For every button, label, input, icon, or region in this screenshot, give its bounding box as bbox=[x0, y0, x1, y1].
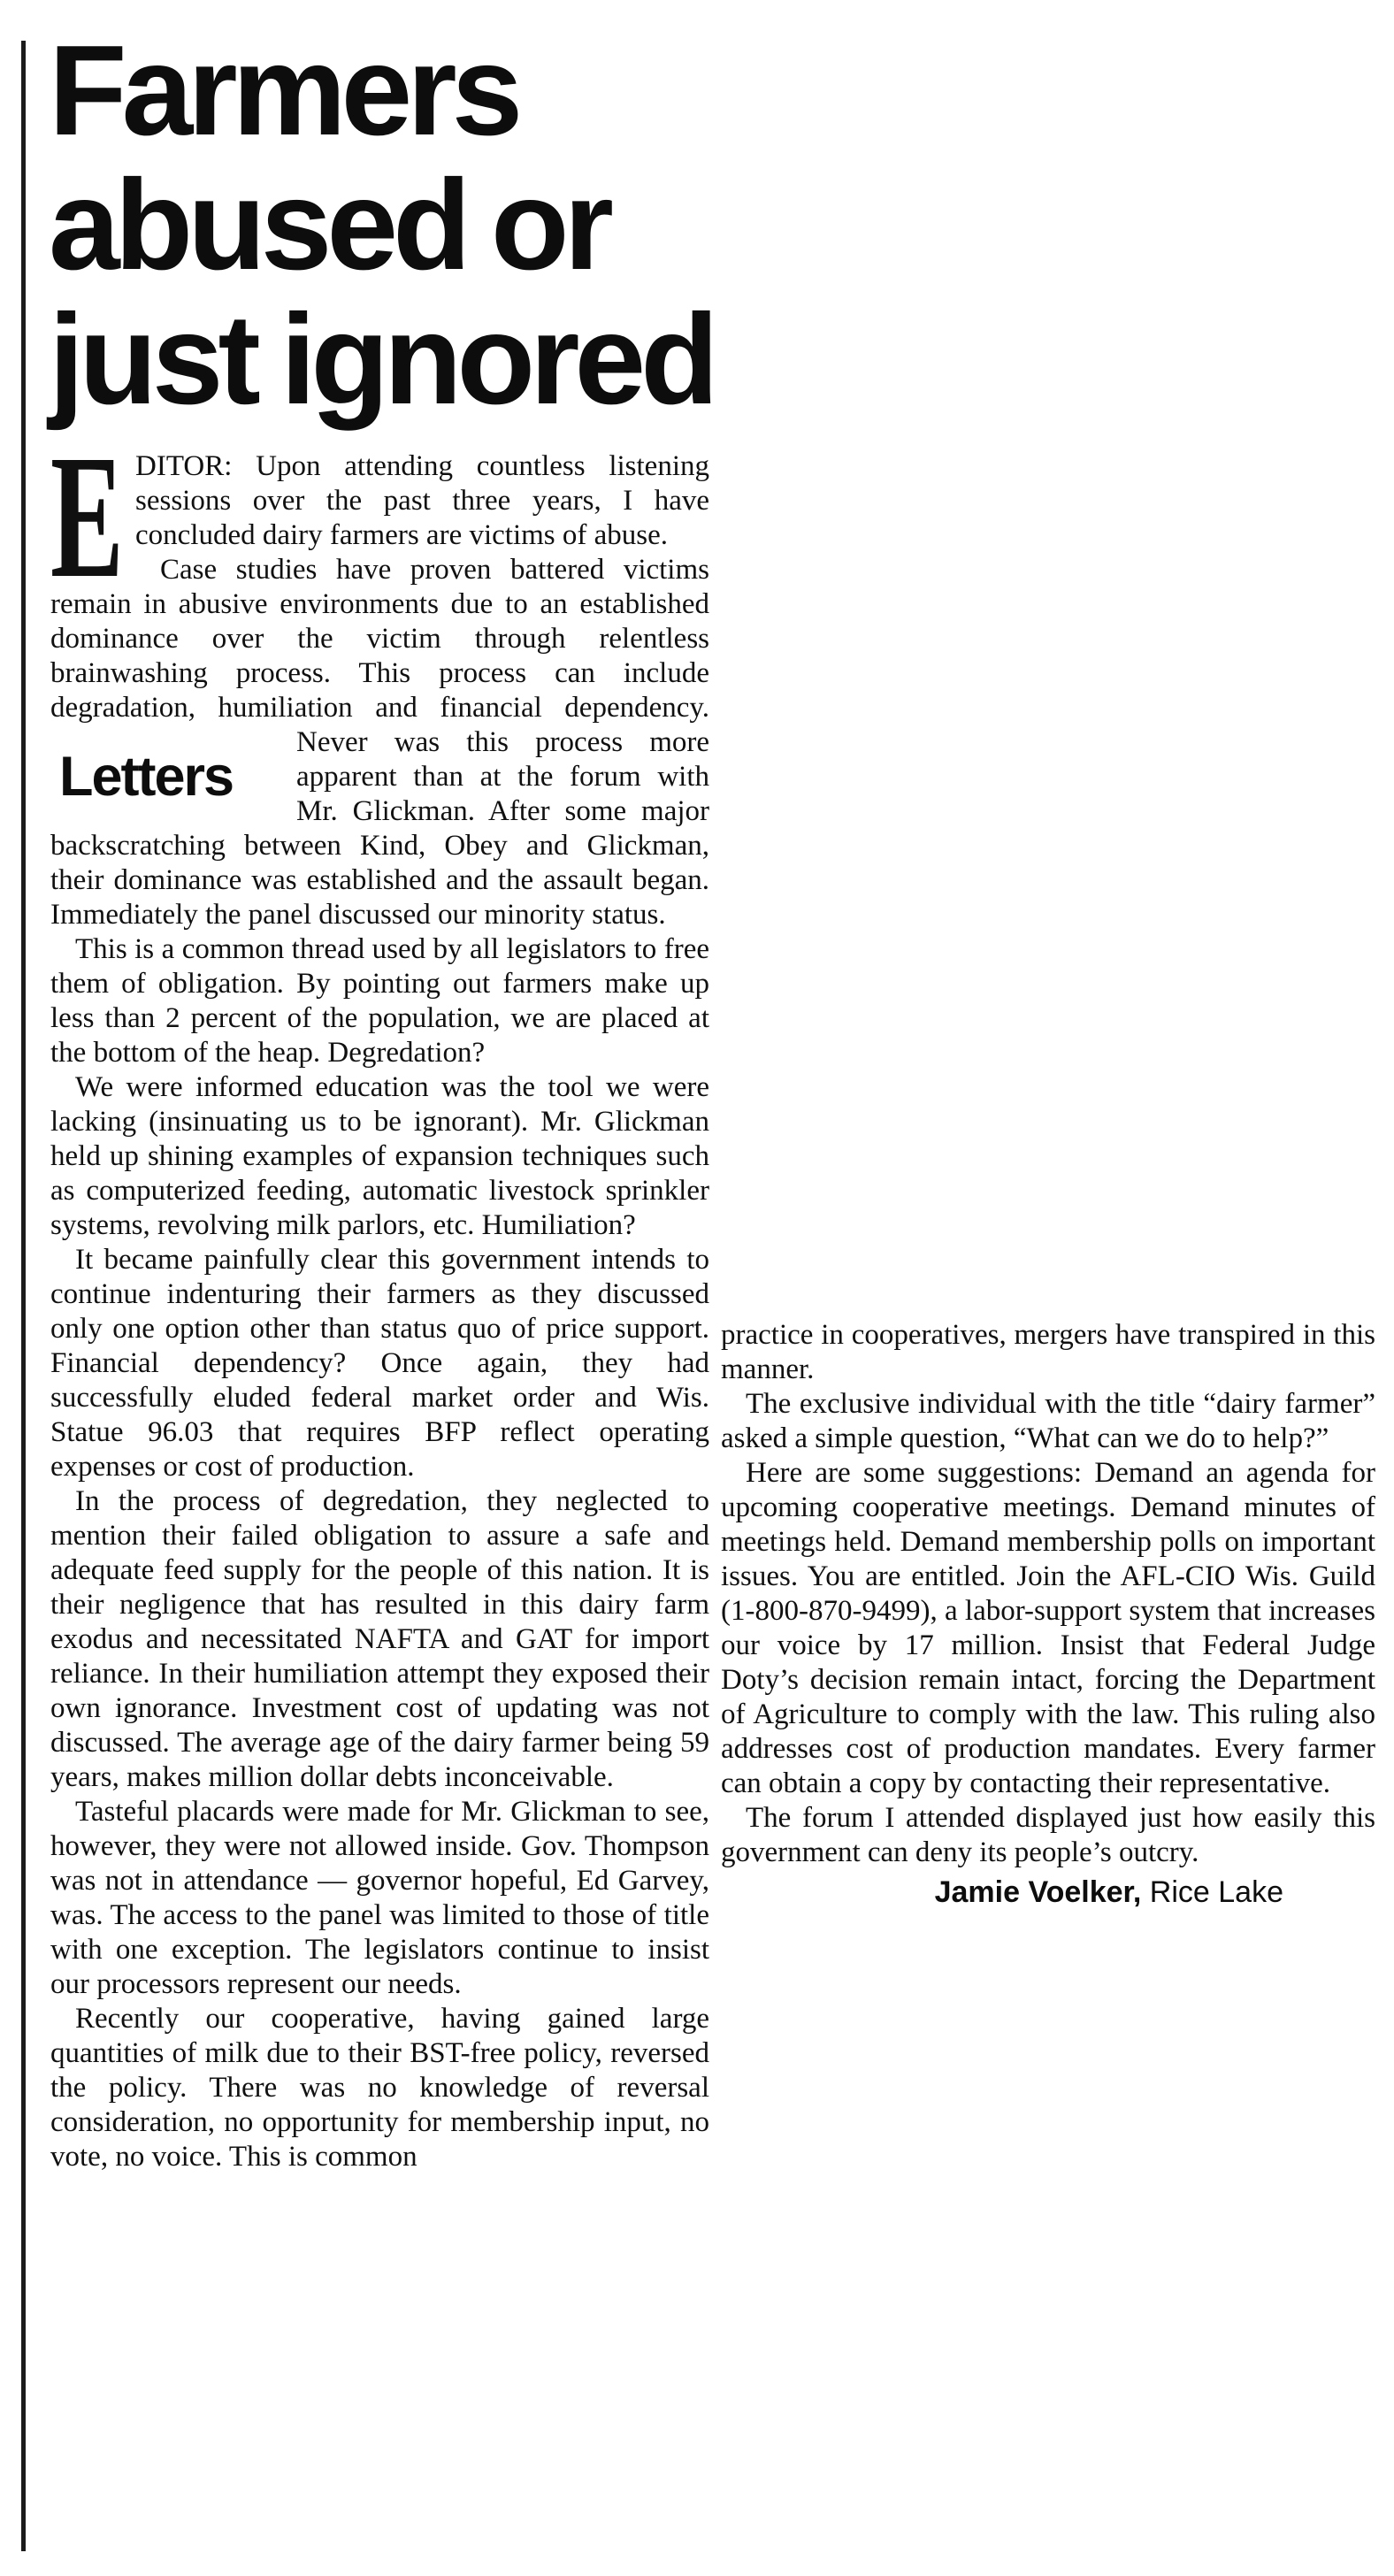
headline bbox=[49, 19, 739, 431]
signature-location: Rice Lake bbox=[1141, 1875, 1283, 1909]
paragraph-text: Case studies have proven battered victims remain in abusive environments due to an established dominance over the victim through relentless brainwashing process. This process can include degradation, humiliation and financial dependency. Never was this process more bbox=[50, 554, 709, 758]
headline-line-1: Farmers bbox=[49, 19, 518, 162]
headline-line-2: abused or bbox=[49, 153, 609, 296]
paragraph-cooperative: Recently our cooperative, having gained large quantities of milk due to their BST-free policy, reversed the policy. There was no knowledge of reversal consideration, no opportunity for membership input, no vote, no voice. This is common bbox=[50, 2003, 709, 2173]
paragraph-placards: Tasteful placards were made for Mr. Glickman to see, however, they were not allowed inside. Gov. Thompson was not in attendance — governor hopeful, Ed Garvey, was. The access to the panel was limited to those of title with one exception. The legislators continue to insist our processors represent our needs. bbox=[50, 1796, 709, 2000]
paragraph-practice-continuation: practice in cooperatives, mergers have transpired in this manner. bbox=[721, 1319, 1375, 1385]
left-column bbox=[50, 419, 709, 2174]
letters-label: Letters bbox=[59, 745, 234, 808]
signature-name: Jamie Voelker, bbox=[934, 1875, 1142, 1909]
paragraph-painfully-clear: It became painfully clear this government intends to continue indenturing their farmers as they discussed only one option other than status quo of price support. Financial dependency? Once again, they had successfully eluded federal market order and Wis. Statue 96.03 that requires BFP reflect operating expenses or cost of production. bbox=[50, 1244, 709, 1483]
headline-line-3: just ignored bbox=[49, 288, 714, 431]
paragraph-text: apparent than at the forum with Mr. Glickman. After some major backscratching between Kind, Obey and Glickman, their dominance was established and the assault began. Immediately the panel discussed our minority status. bbox=[50, 761, 709, 931]
paragraph-editor-intro bbox=[50, 419, 709, 615]
right-column bbox=[721, 1318, 1375, 1910]
paragraph-case-studies bbox=[50, 553, 709, 932]
letters-section-heading bbox=[50, 727, 273, 826]
paragraph-forum-conclusion: The forum I attended displayed just how easily this government can deny its people’s outcry. bbox=[721, 1802, 1375, 1868]
column-rule bbox=[21, 41, 26, 2551]
paragraph-text: DITOR: Upon attending countless listening sessions over the past three years, I have concluded dairy farmers are victims of abuse. bbox=[135, 450, 709, 551]
letter-signature bbox=[721, 1874, 1375, 1910]
paragraph-exclusive-individual: The exclusive individual with the title “dairy farmer” asked a simple question, “What can we do to help?” bbox=[721, 1388, 1375, 1454]
paragraph-degredation: In the process of degredation, they neglected to mention their failed obligation to assure a safe and adequate feed supply for the people of this nation. It is their negligence that has resulted in this dairy farm exodus and necessitated NAFTA and GAT for import reliance. In their humiliation attempt they exposed their own ignorance. Investment cost of updating was not discussed. The average age of the dairy farmer being 59 years, makes million dollar debts inconceivable. bbox=[50, 1485, 709, 1793]
paragraph-suggestions: Here are some suggestions: Demand an agenda for upcoming cooperative meetings. Demand minutes of meetings held. Demand membership polls on important issues. You are entitled. Join the AFL-CIO Wis. Guild (1-800-870-9499), a labor-support system that increases our voice by 17 million. Insist that Federal Judge Doty’s decision remain intact, forcing the Department of Agriculture to comply with the law. This ruling also addresses cost of production mandates. Every farmer can obtain a copy by contacting their representative. bbox=[721, 1457, 1375, 1799]
paragraph-common-thread: This is a common thread used by all legislators to free them of obligation. By pointing out farmers make up less than 2 percent of the population, we are placed at the bottom of the heap. Degredation? bbox=[50, 933, 709, 1069]
paragraph-education: We were informed education was the tool we were lacking (insinuating us to be ignorant). Mr. Glickman held up shining examples of expansion techniques such as computerized feeding, automatic livestock sprinkler systems, revolving milk parlors, etc. Humiliation? bbox=[50, 1071, 709, 1241]
drop-cap: E bbox=[50, 419, 124, 615]
